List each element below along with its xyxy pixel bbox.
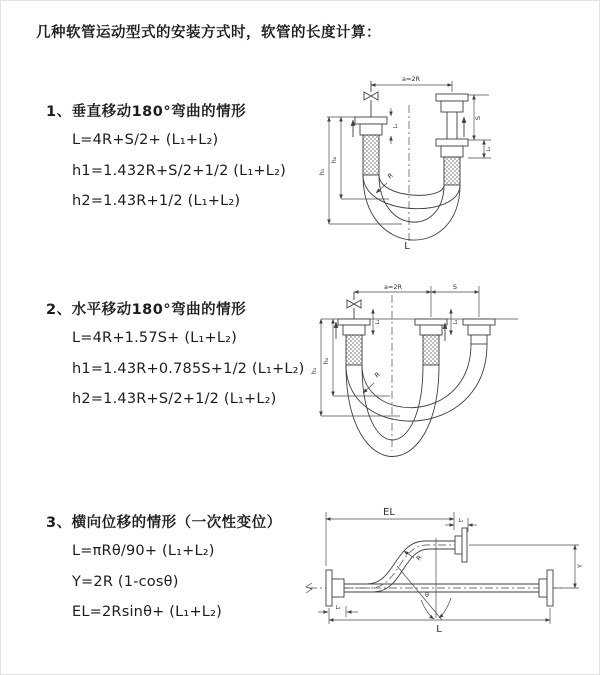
section1-heading: 1、垂直移动180°弯曲的情形 [46, 104, 247, 120]
valve-icon [364, 92, 378, 100]
dim-label-a2r: a=2R [401, 75, 421, 83]
dim-label-y: Y [576, 564, 584, 568]
angle-label: θ [425, 591, 429, 599]
page-title: 几种软管运动型式的安装方式时，软管的长度计算： [36, 25, 381, 41]
left-fitting [353, 81, 387, 175]
dim-label-s: S [452, 283, 458, 291]
radius-label: R [414, 553, 424, 563]
dimension-lines [318, 75, 492, 252]
valve-icon [347, 300, 361, 308]
left-fitting [336, 292, 370, 365]
formula-line: Y=2R (1-cosθ) [72, 573, 179, 590]
upper-right-flange [455, 528, 467, 562]
formula-line: h1=1.43R+0.785S+1/2 (L₁+L₂) [72, 360, 305, 377]
diagram-lateral-displacement [299, 498, 599, 652]
formula-line: h1=1.432R+S/2+1/2 (L₁+L₂) [72, 162, 286, 179]
dimension-lines [318, 507, 584, 635]
dim-label-l2: L₂ [486, 146, 492, 152]
left-flange [326, 570, 344, 606]
dim-label-h2: h₂ [322, 357, 330, 365]
section-horizontal-movement [46, 298, 305, 415]
dim-label-l2: L₂ [453, 319, 459, 325]
dim-label-l1: L₁ [393, 123, 399, 129]
dim-label-l1: L₁ [458, 518, 464, 524]
length-label: L [404, 241, 410, 252]
dim-label-a2r: a=2R [383, 283, 403, 291]
section-vertical-movement [46, 100, 286, 217]
dim-label-h1: h₁ [318, 168, 326, 176]
radius-label: R [386, 171, 395, 181]
dim-label-l2: L₂ [335, 605, 341, 611]
hose-curves [346, 344, 487, 457]
lateral-displacement-drawing [299, 498, 599, 648]
diagram-vertical-bend [307, 67, 537, 261]
right-fitting [436, 94, 468, 185]
dim-label-el: EL [383, 507, 395, 518]
right-fitting [463, 319, 495, 344]
formula-line: EL=2Rsinθ+ (L₁+L₂) [72, 604, 222, 620]
formula-line: L=πRθ/90+ (L₁+L₂) [72, 543, 215, 559]
diagram-horizontal-bend [305, 279, 540, 468]
section-lateral-displacement [46, 511, 282, 628]
formula-line: L=4R+1.57S+ (L₁+L₂) [72, 330, 237, 346]
vertical-bend-drawing [307, 67, 537, 257]
braided-sleeve [363, 135, 379, 175]
middle-fitting [415, 319, 447, 365]
hose-body [344, 541, 547, 592]
braided-sleeve [423, 335, 439, 365]
dim-label-s: S [474, 115, 482, 121]
braided-sleeve [444, 157, 460, 185]
lower-right-flange [539, 570, 553, 606]
section3-heading: 3、横向位移的情形（一次性变位） [46, 515, 282, 531]
dim-label-h2: h₂ [330, 156, 338, 164]
horizontal-bend-drawing [305, 279, 540, 464]
braided-sleeve [346, 335, 362, 365]
formula-line: h2=1.43R+S/2+1/2 (L₁+L₂) [72, 391, 277, 407]
dim-label-l1: L₁ [375, 319, 381, 325]
formula-line: L=4R+S/2+ (L₁+L₂) [72, 132, 219, 148]
formula-line: h2=1.43R+1/2 (L₁+L₂) [72, 193, 241, 209]
section2-heading: 2、水平移动180°弯曲的情形 [46, 302, 247, 318]
dim-label-l: L [436, 624, 442, 635]
dim-label-h1: h₁ [310, 367, 318, 375]
radius-label: R [373, 370, 382, 380]
dimension-lines [310, 283, 479, 416]
